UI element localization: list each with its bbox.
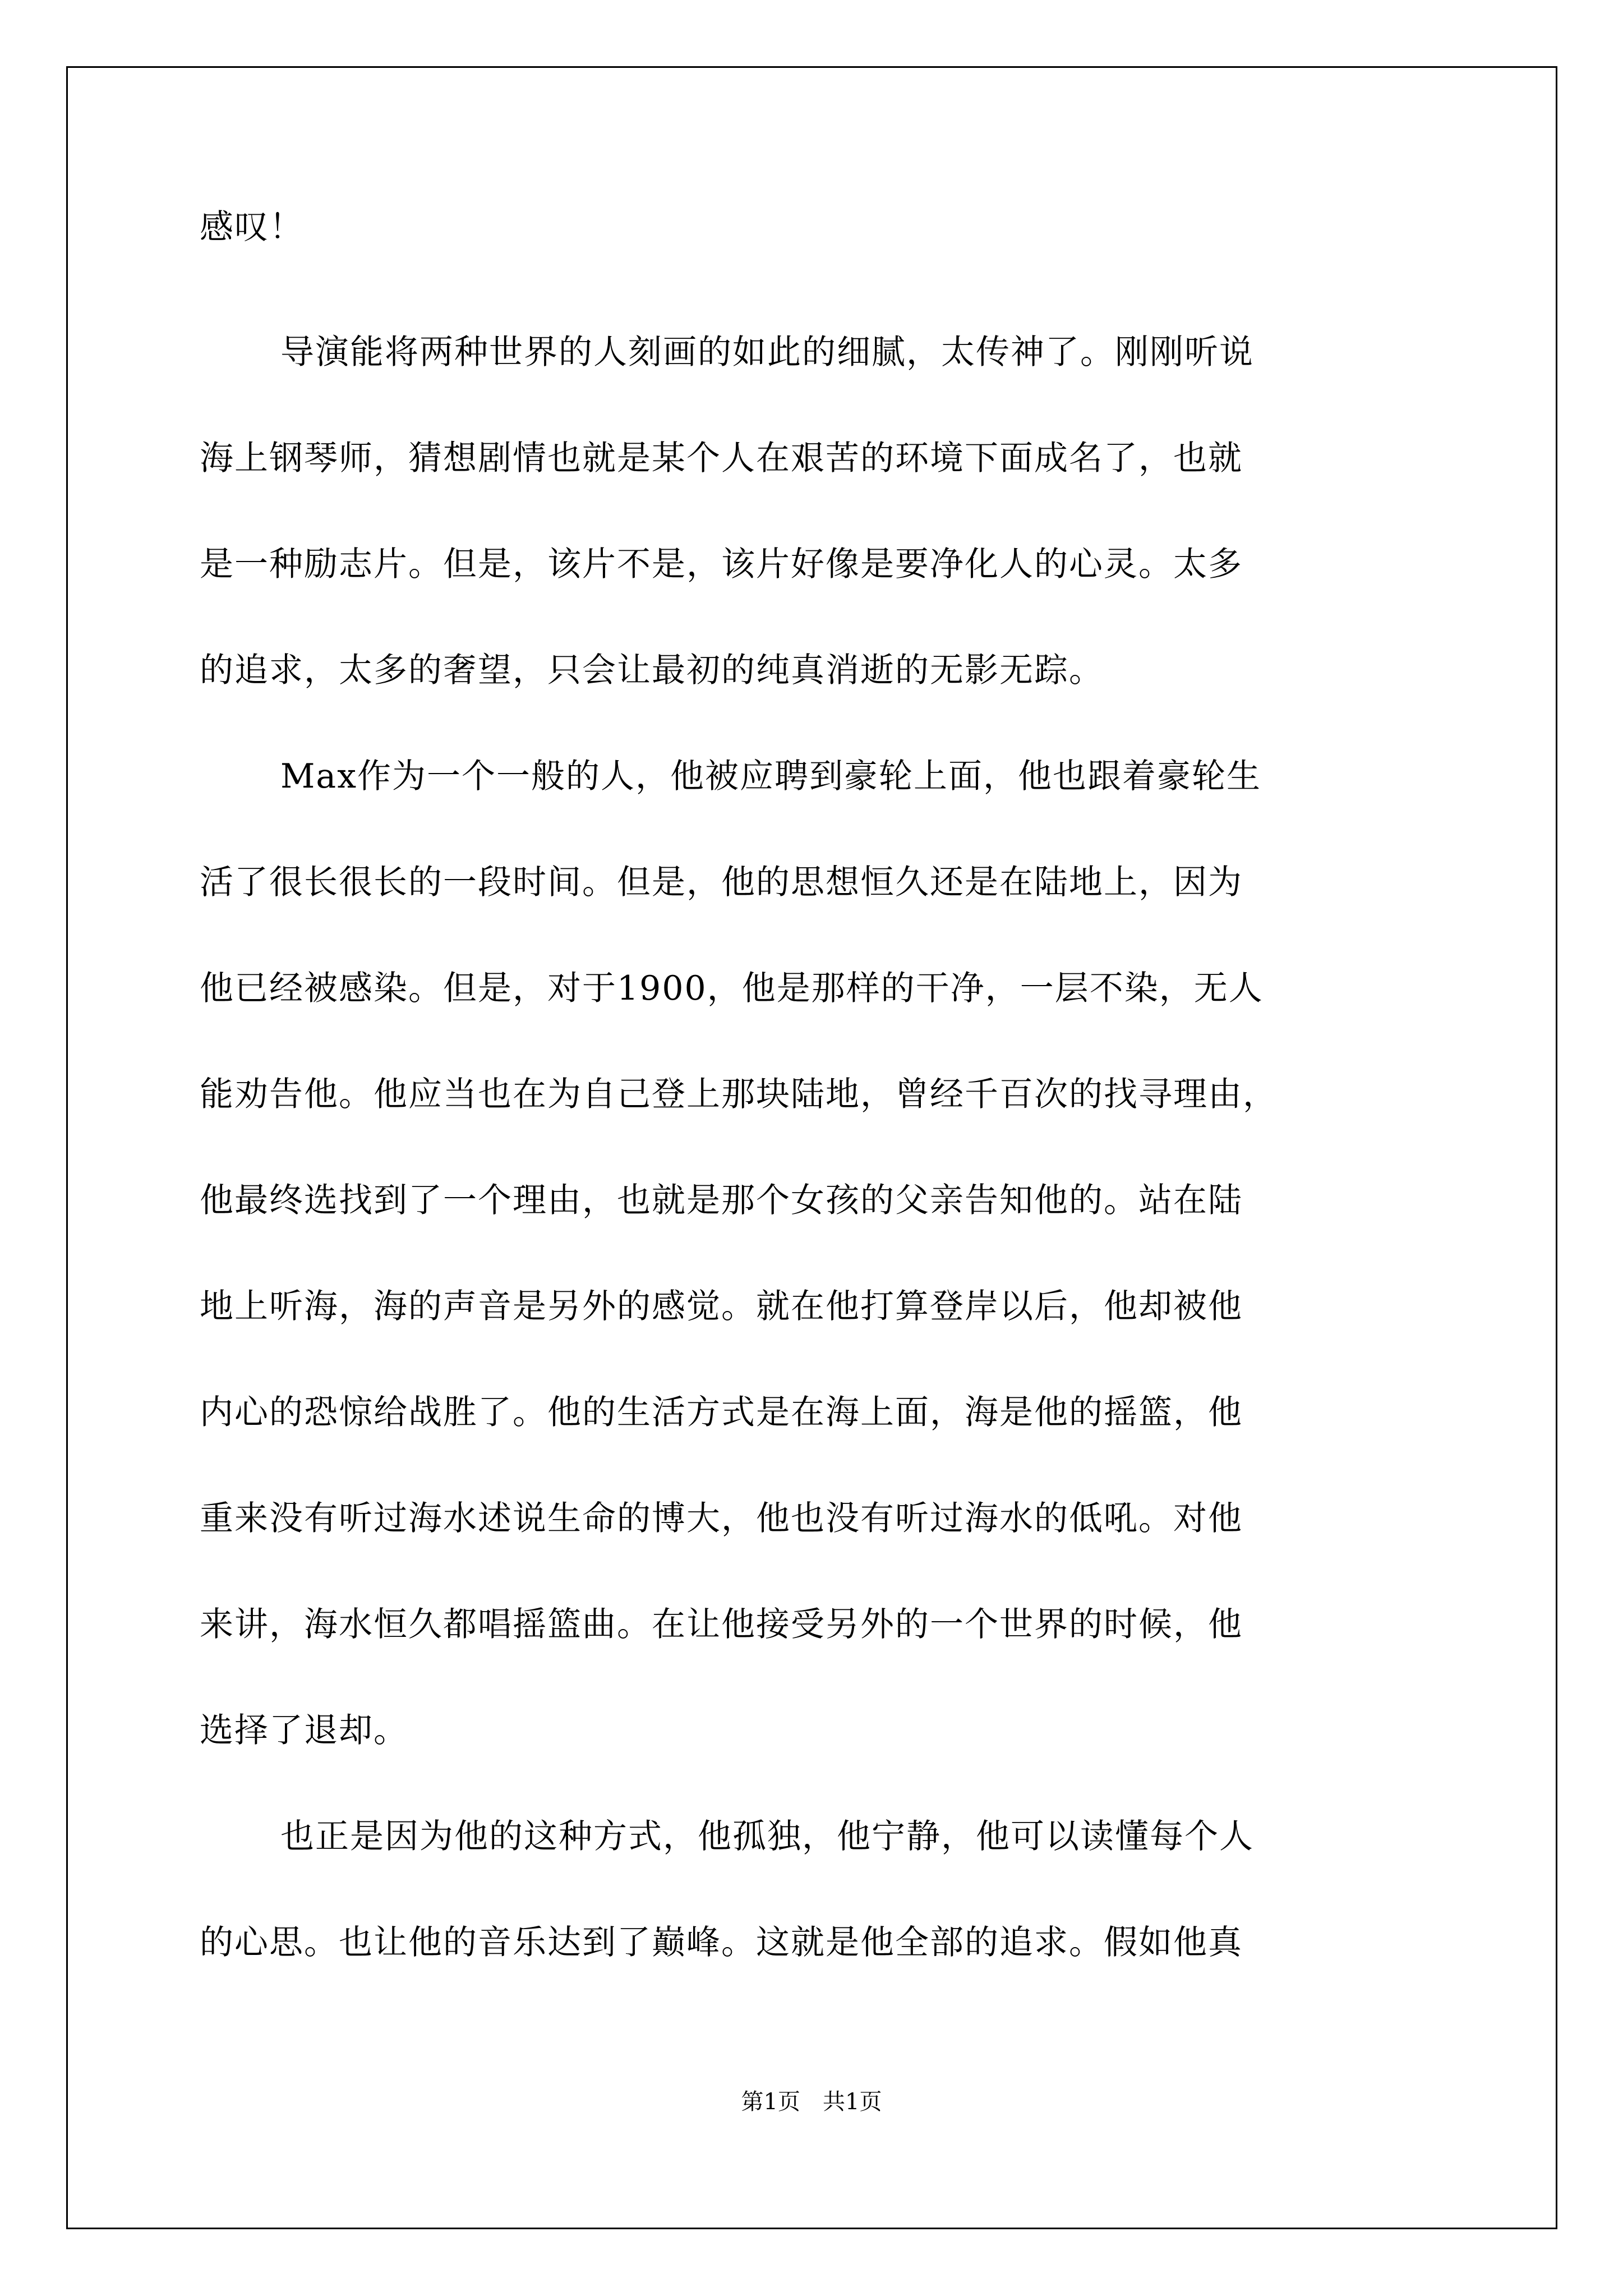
text-line: 能劝告他。他应当也在为自己登上那块陆地，曾经千百次的找寻理由， bbox=[200, 1075, 1278, 1114]
text-line: 内心的恐惊给战胜了。他的生活方式是在海上面，海是他的摇篮，他 bbox=[200, 1393, 1243, 1432]
text-line: 他已经被感染。但是，对于1900，他是那样的干净，一层不染，无人 bbox=[200, 969, 1264, 1008]
text-line: 选择了退却。 bbox=[200, 1711, 408, 1750]
text-line: 感叹！ bbox=[200, 208, 304, 247]
text-line: 活了很长很长的一段时间。但是，他的思想恒久还是在陆地上，因为 bbox=[200, 863, 1243, 902]
text-line: 的追求，太多的奢望，只会让最初的纯真消逝的无影无踪。 bbox=[200, 651, 1104, 690]
paragraph-first-line: 也正是因为他的这种方式，他孤独，他宁静，他可以读懂每个人 bbox=[280, 1817, 1254, 1856]
text-line: 海上钢琴师，猜想剧情也就是某个人在艰苦的环境下面成名了，也就 bbox=[200, 439, 1243, 478]
text-line: 重来没有听过海水述说生命的博大，他也没有听过海水的低吼。对他 bbox=[200, 1499, 1243, 1538]
paragraph-first-line: 导演能将两种世界的人刻画的如此的细腻，太传神了。刚刚听说 bbox=[280, 333, 1254, 372]
paragraph-first-line: Max作为一个一般的人，他被应聘到豪轮上面，他也跟着豪轮生 bbox=[280, 757, 1262, 796]
text-line: 是一种励志片。但是，该片不是，该片好像是要净化人的心灵。太多 bbox=[200, 545, 1243, 584]
text-line: 来讲，海水恒久都唱摇篮曲。在让他接受另外的一个世界的时候，他 bbox=[200, 1605, 1243, 1644]
text-line: 地上听海，海的声音是另外的感觉。就在他打算登岸以后，他却被他 bbox=[200, 1287, 1243, 1326]
text-line: 他最终选找到了一个理由，也就是那个女孩的父亲告知他的。站在陆 bbox=[200, 1181, 1243, 1220]
page-frame bbox=[66, 66, 1557, 2229]
page-number-footer: 第1页 共1页 bbox=[741, 2089, 882, 2115]
text-line: 的心思。也让他的音乐达到了巅峰。这就是他全部的追求。假如他真 bbox=[200, 1923, 1243, 1962]
